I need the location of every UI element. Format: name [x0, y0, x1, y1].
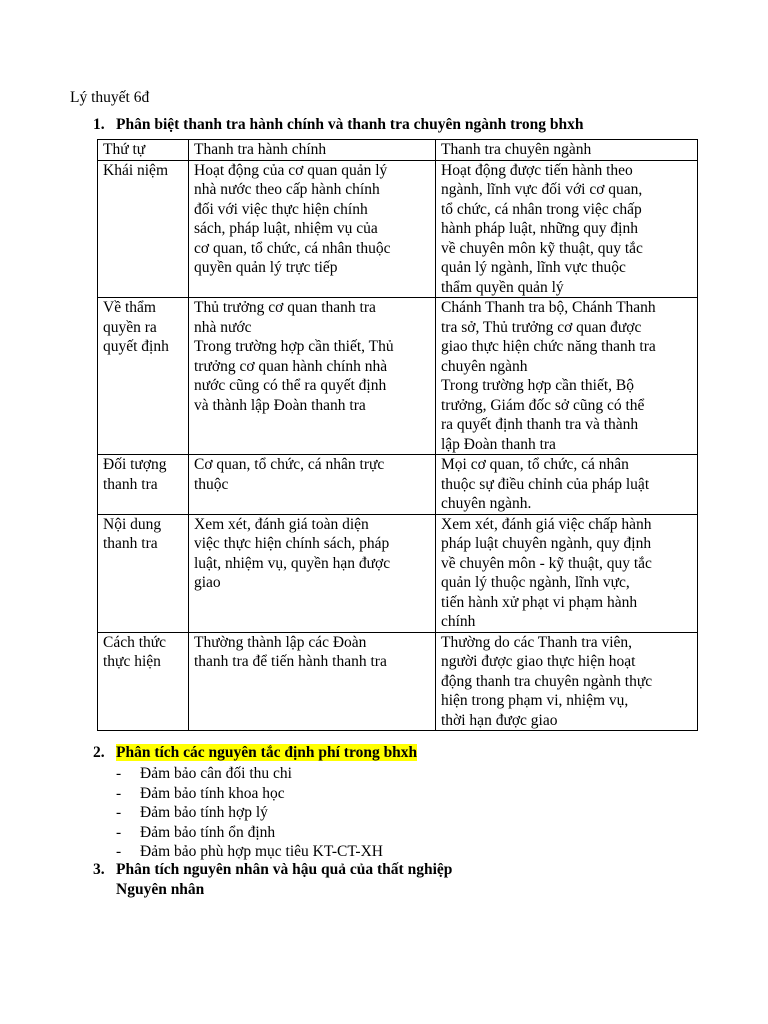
bullet-dash: -: [116, 765, 122, 782]
cell-line: Thường thành lập các Đoàn: [194, 633, 367, 651]
cell-line: Xem xét, đánh giá việc chấp hành: [441, 515, 652, 533]
list-item: [116, 764, 383, 784]
cell-line: tra sở, Thủ trưởng cơ quan được: [441, 318, 642, 336]
bullet-text: Đảm bảo tính khoa học: [140, 784, 285, 802]
administrative-cell: [189, 455, 436, 515]
table-row: [98, 160, 698, 298]
cell-line: trưởng cơ quan hành chính nhà: [194, 357, 388, 375]
administrative-cell: [189, 514, 436, 632]
cell-line: sách, pháp luật, nhiệm vụ của: [194, 220, 378, 237]
cell-line: thực hiện: [103, 653, 161, 670]
row-label-cell: [98, 514, 189, 632]
administrative-cell: [189, 160, 436, 298]
cell-line: lập Đoàn thanh tra: [441, 435, 556, 453]
cell-line: nhà nước: [194, 318, 252, 336]
bullet-text: Đảm bảo phù hợp mục tiêu KT-CT-XH: [140, 843, 383, 860]
cell-line: luật, nhiệm vụ, quyền hạn được: [194, 554, 391, 572]
question-2-heading: [93, 743, 417, 763]
cell-line: hành pháp luật, những quy định: [441, 220, 638, 237]
cell-line: thanh tra để tiến hành thanh tra: [194, 653, 387, 670]
header-cell-administrative: Thanh tra hành chính: [189, 140, 436, 161]
cell-line: chuyên ngành: [441, 357, 528, 375]
header-cell-specialized: Thanh tra chuyên ngành: [436, 140, 698, 161]
cell-line: thẩm quyền quản lý: [441, 278, 564, 296]
question-3-number: 3.: [93, 861, 105, 878]
question-2-number: 2.: [93, 744, 105, 761]
row-label-cell: [98, 632, 189, 731]
cell-line: nhà nước theo cấp hành chính: [194, 181, 380, 198]
cell-line: quyết định: [103, 338, 169, 355]
specialized-cell: [436, 160, 698, 298]
cell-line: Trong trường hợp cần thiết, Bộ: [441, 377, 634, 394]
principles-list: [116, 764, 383, 862]
cell-line: Chánh Thanh tra bộ, Chánh Thanh: [441, 299, 656, 316]
table-row: [98, 298, 698, 455]
cell-line: Nội dung: [103, 515, 162, 533]
cell-line: quyền ra: [103, 318, 157, 336]
cell-line: Cơ quan, tổ chức, cá nhân trực: [194, 456, 385, 473]
cell-line: thời hạn được giao: [441, 711, 558, 729]
bullet-dash: -: [116, 843, 122, 860]
cell-line: quản lý ngành, lĩnh vực thuộc: [441, 259, 626, 276]
cell-line: Thường do các Thanh tra viên,: [441, 633, 633, 651]
row-label-cell: [98, 455, 189, 515]
list-item: [116, 803, 383, 823]
question-3-title: Phân tích nguyên nhân và hậu quả của thất nghiệp: [116, 861, 453, 878]
cell-line: giao: [194, 574, 221, 591]
cell-line: tiến hành xử phạt vi phạm hành: [441, 593, 638, 611]
question-1-number: 1.: [93, 116, 105, 133]
specialized-cell: [436, 455, 698, 515]
cell-line: động thanh tra chuyên ngành thực: [441, 672, 653, 690]
cell-line: Thủ trưởng cơ quan thanh tra: [194, 299, 376, 316]
table-row: [98, 455, 698, 515]
cell-line: Khái niệm: [103, 161, 168, 179]
administrative-cell: [189, 632, 436, 731]
row-label-cell: [98, 298, 189, 455]
cell-line: trưởng, Giám đốc sở cũng có thể: [441, 396, 645, 414]
comparison-table: [97, 139, 698, 731]
cell-line: ngành, lĩnh vực đối với cơ quan,: [441, 181, 643, 198]
cell-line: quyền quản lý trực tiếp: [194, 259, 338, 276]
cell-line: và thành lập Đoàn thanh tra: [194, 396, 366, 414]
table-row: [98, 514, 698, 632]
bullet-text: Đảm bảo tính ổn định: [140, 823, 276, 841]
cell-line: thuộc: [194, 475, 229, 493]
bullet-text: Đảm bảo tính hợp lý: [140, 804, 268, 821]
cell-line: về chuyên môn kỹ thuật, quy tắc: [441, 239, 643, 257]
cell-line: Trong trường hợp cần thiết, Thủ: [194, 338, 394, 355]
cell-line: giao thực hiện chức năng thanh tra: [441, 338, 656, 355]
cell-line: việc thực hiện chính sách, pháp: [194, 535, 390, 552]
causes-subheading: Nguyên nhân: [116, 881, 205, 898]
cell-line: quản lý thuộc ngành, lĩnh vực,: [441, 574, 630, 591]
question-1-heading: [93, 115, 583, 135]
cell-line: hiện trong phạm vi, nhiệm vụ,: [441, 692, 629, 709]
administrative-cell: [189, 298, 436, 455]
cell-line: đối với việc thực hiện chính: [194, 200, 368, 218]
bullet-text: Đảm bảo cân đối thu chi: [140, 765, 292, 782]
specialized-cell: [436, 514, 698, 632]
cell-line: chính: [441, 613, 476, 630]
bullet-dash: -: [116, 823, 122, 841]
cell-line: Hoạt động của cơ quan quản lý: [194, 161, 388, 179]
cell-line: thanh tra: [103, 535, 158, 552]
question-1-title: Phân biệt thanh tra hành chính và thanh tra chuyên ngành trong bhxh: [116, 116, 584, 133]
cell-line: thuộc sự điều chỉnh của pháp luật: [441, 475, 650, 493]
cell-line: tổ chức, cá nhân trong việc chấp: [441, 200, 642, 218]
cell-line: chuyên ngành.: [441, 495, 532, 512]
cell-line: ra quyết định thanh tra và thành: [441, 416, 639, 433]
cell-line: nước cũng có thể ra quyết định: [194, 377, 387, 394]
specialized-cell: [436, 632, 698, 731]
table-row: [98, 632, 698, 731]
cell-line: Cách thức: [103, 633, 167, 651]
cell-line: Về thẩm: [103, 299, 156, 316]
bullet-dash: -: [116, 784, 122, 802]
row-label-cell: [98, 160, 189, 298]
cell-line: Hoạt động được tiến hành theo: [441, 161, 633, 179]
cell-line: người được giao thực hiện hoạt: [441, 653, 636, 670]
cell-line: thanh tra: [103, 475, 158, 493]
cell-line: Mọi cơ quan, tổ chức, cá nhân: [441, 456, 629, 473]
list-item: [116, 823, 383, 843]
list-item: [116, 784, 383, 804]
cell-line: về chuyên môn - kỹ thuật, quy tắc: [441, 554, 652, 572]
specialized-cell: [436, 298, 698, 455]
header-cell-order: Thứ tự: [98, 140, 189, 161]
question-3-heading: [93, 860, 452, 880]
table-body: [98, 160, 698, 731]
cell-line: cơ quan, tổ chức, cá nhân thuộc: [194, 239, 391, 257]
question-2-title-highlighted: Phân tích các nguyên tắc định phí trong bhxh: [116, 744, 418, 761]
cell-line: Xem xét, đánh giá toàn diện: [194, 515, 369, 533]
bullet-dash: -: [116, 804, 122, 821]
document-heading: Lý thuyết 6đ: [70, 89, 150, 106]
table-header-row: [98, 140, 698, 161]
cell-line: Đối tượng: [103, 456, 167, 473]
list-item: [116, 842, 383, 862]
cell-line: pháp luật chuyên ngành, quy định: [441, 535, 652, 552]
